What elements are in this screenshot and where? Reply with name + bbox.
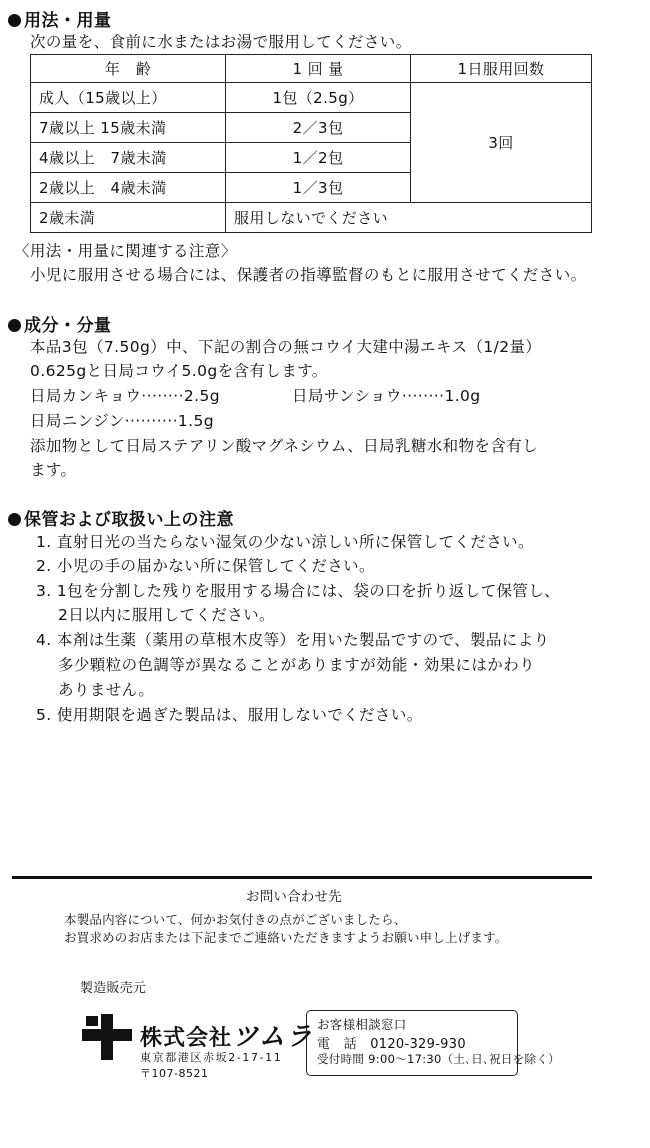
usage-intro: 次の量を、食前に水またはお湯で服用してください。 xyxy=(30,33,412,51)
amount-cell: 服用しないでください xyxy=(226,203,592,233)
table-header-row xyxy=(31,55,592,83)
storage-line: 多少顆粒の色調等が異なることがありますが効能・効果にはかわり xyxy=(58,656,536,674)
additive-line1: 添加物として日局ステアリン酸マグネシウム、日局乳糖水和物を含有し xyxy=(30,437,539,455)
bullet-icon xyxy=(8,513,21,526)
dosage-table xyxy=(30,54,592,233)
bullet-icon xyxy=(8,319,21,332)
company-name: 株式会社ツムラ xyxy=(140,1022,313,1052)
ingredient-item: 日局サンショウ········1.0g xyxy=(292,387,481,405)
amount-cell: 2／3包 xyxy=(226,113,411,143)
ingredient-item: 日局ニンジン··········1.5g xyxy=(30,412,214,430)
maker-label: 製造販売元 xyxy=(80,981,147,996)
ingredient-item: 日局カンキョウ········2.5g xyxy=(30,387,221,405)
storage-line: 2. 小児の手の届かない所に保管してください。 xyxy=(36,557,375,575)
inquiry-line1: 本製品内容について、何かお気付きの点がございましたら、 xyxy=(64,912,407,927)
storage-line: 2日以内に服用してください。 xyxy=(58,606,275,624)
ingredients-line1: 本品3包（7.50g）中、下記の割合の無コウイ大建中湯エキス（1/2量） xyxy=(30,338,542,356)
ingredients-heading: 成分・分量 xyxy=(8,311,112,336)
amount-cell: 1／2包 xyxy=(226,143,411,173)
ingredients-line2: 0.625gと日局コウイ5.0gを含有します。 xyxy=(30,362,328,380)
age-cell: 7歳以上 15歳未満 xyxy=(31,113,226,143)
amount-cell: 1／3包 xyxy=(226,173,411,203)
storage-line: 5. 使用期限を過ぎた製品は、服用しないでください。 xyxy=(36,706,423,724)
header-age: 年 齢 xyxy=(31,55,226,83)
inquiry-title: お問い合わせ先 xyxy=(246,889,342,905)
contact-box xyxy=(306,1010,560,1076)
amount-cell: 1包（2.5g） xyxy=(226,83,411,113)
storage-line: 4. 本剤は生薬（薬用の草根木皮等）を用いた製品ですので、製品により xyxy=(36,631,550,649)
bullet-icon xyxy=(8,14,21,27)
storage-line: ありません。 xyxy=(58,681,155,699)
age-cell: 4歳以上 7歳未満 xyxy=(31,143,226,173)
additive-line2: ます。 xyxy=(30,461,77,479)
age-cell: 2歳以上 4歳未満 xyxy=(31,173,226,203)
age-cell: 2歳未満 xyxy=(31,203,226,233)
desk-title: お客様相談窓口 xyxy=(317,1017,407,1032)
inquiry-line2: お買求めのお店または下記までご連絡いただきますようお願い申し上げます。 xyxy=(64,930,508,945)
times-cell: 3回 xyxy=(411,83,592,203)
header-times: 1日服用回数 xyxy=(411,55,592,83)
tsumura-logo xyxy=(82,1012,132,1062)
storage-line: 1. 直射日光の当たらない湿気の少ない涼しい所に保管してください。 xyxy=(36,533,534,551)
storage-line: 3. 1包を分割した残りを服用する場合には、袋の口を折り返して保管し、 xyxy=(36,582,561,600)
phone-number: 電 話 0120-329-930 xyxy=(317,1037,466,1052)
section-divider xyxy=(12,876,592,879)
usage-note-text: 小児に服用させる場合には、保護者の指導監督のもとに服用させてください。 xyxy=(30,266,587,284)
company-zip: 〒107-8521 xyxy=(140,1067,209,1080)
header-amount: 1 回 量 xyxy=(226,55,411,83)
table-row xyxy=(31,83,592,113)
storage-heading: 保管および取扱い上の注意 xyxy=(8,505,234,530)
usage-heading: 用法・用量 xyxy=(8,6,112,31)
business-hours: 受付時間 9:00～17:30（土､日､祝日を除く） xyxy=(317,1052,560,1066)
usage-note-title: 〈用法・用量に関連する注意〉 xyxy=(14,242,237,260)
table-row xyxy=(31,203,592,233)
company-address: 東京都港区赤坂2-17-11 xyxy=(140,1051,283,1064)
age-cell: 成人（15歳以上） xyxy=(31,83,226,113)
